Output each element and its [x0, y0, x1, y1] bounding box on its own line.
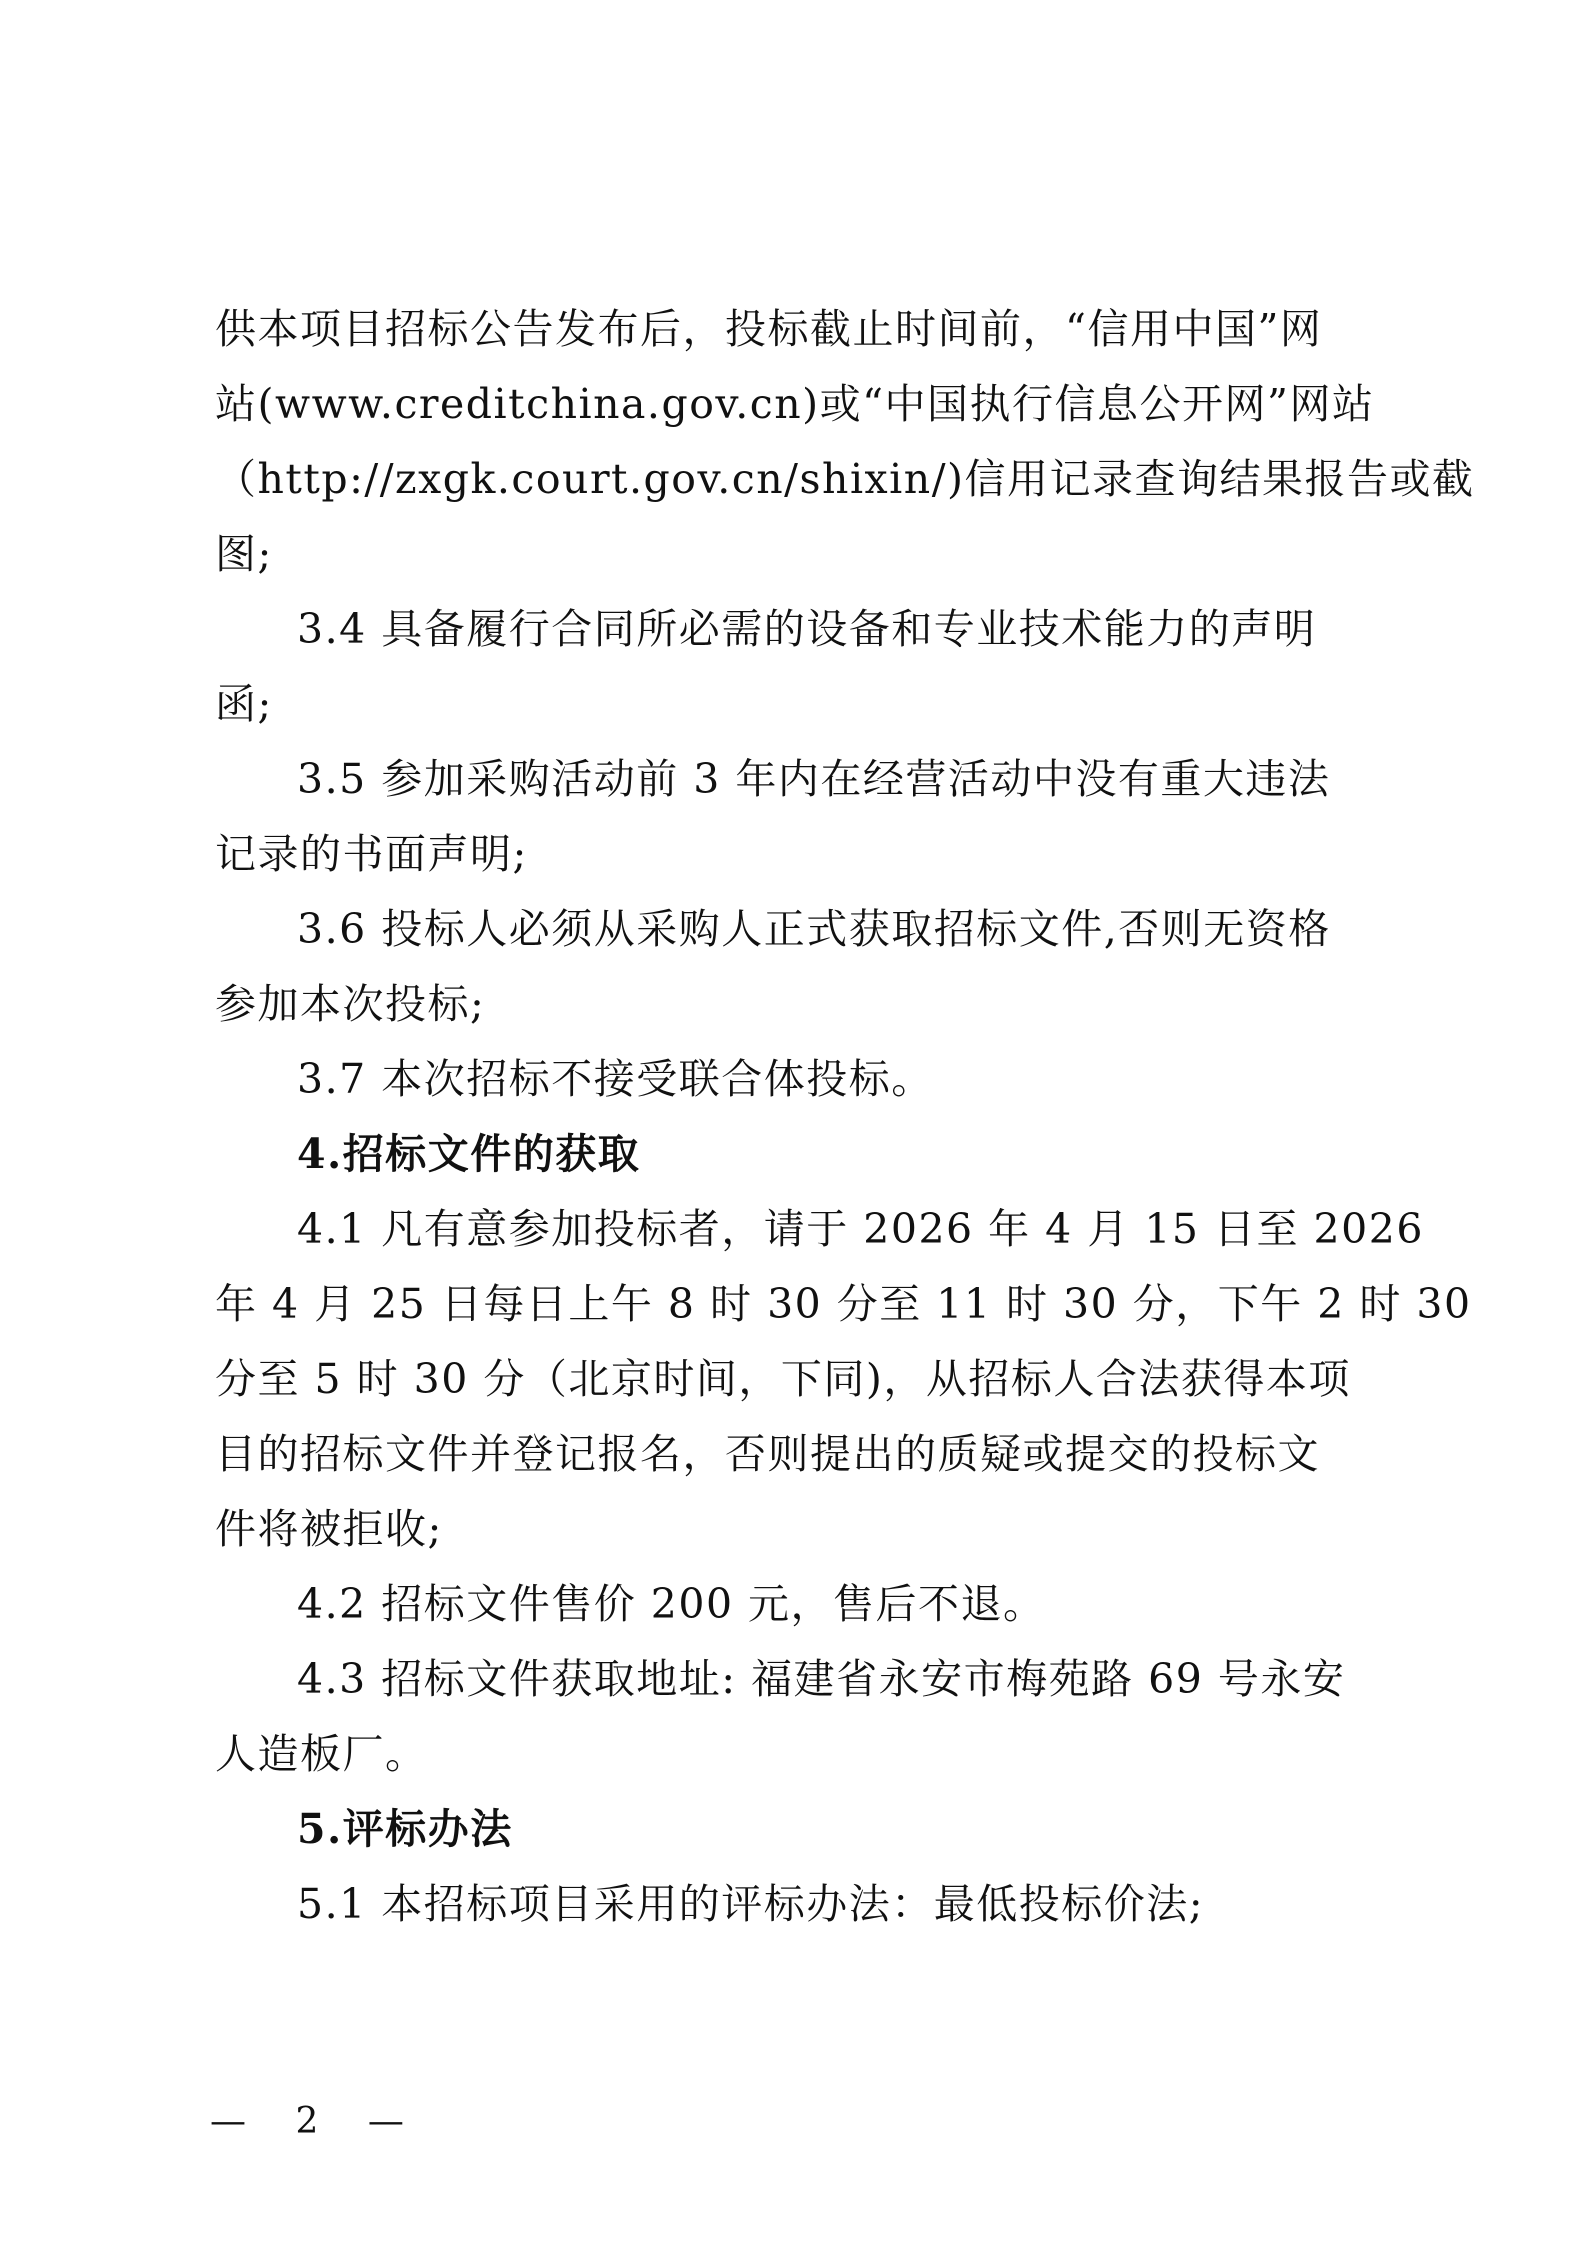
text-line: 3.6 投标人必须从采购人正式获取招标文件,否则无资格 — [297, 905, 1331, 953]
page-footer — [210, 2100, 406, 2144]
text-line: 目的招标文件并登记报名，否则提出的质疑或提交的投标文 — [215, 1430, 1320, 1478]
text-line: 记录的书面声明; — [215, 830, 528, 878]
text-line: 4.2 招标文件售价 200 元，售后不退。 — [297, 1580, 1046, 1628]
text-line: 3.5 参加采购活动前 3 年内在经营活动中没有重大违法 — [297, 755, 1331, 803]
text-line: 3.7 本次招标不接受联合体投标。 — [297, 1055, 934, 1103]
text-line: 站(www.creditchina.gov.cn)或“中国执行信息公开网”网站 — [215, 380, 1375, 428]
text-line: 供本项目招标公告发布后，投标截止时间前，“信用中国”网 — [215, 305, 1323, 353]
text-line: 3.4 具备履行合同所必需的设备和专业技术能力的声明 — [297, 605, 1317, 653]
text-line: 图; — [215, 530, 273, 578]
text-line: （http://zxgk.court.gov.cn/shixin/)信用记录查询结果报告或截 — [215, 455, 1475, 503]
text-line: 4.3 招标文件获取地址: 福建省永安市梅苑路 69 号永安 — [297, 1655, 1346, 1703]
section-heading: 4.招标文件的获取 — [297, 1130, 641, 1178]
text-line: 年 4 月 25 日每日上午 8 时 30 分至 11 时 30 分，下午 2 时 30 — [215, 1280, 1472, 1328]
text-line: 件将被拒收; — [215, 1505, 443, 1553]
text-line: 5.1 本招标项目采用的评标办法：最低投标价法; — [297, 1880, 1205, 1928]
page-number: 2 — [295, 2101, 321, 2142]
section-heading: 5.评标办法 — [297, 1805, 513, 1853]
text-line: 人造板厂。 — [215, 1730, 428, 1778]
footer-dash-left: — — [210, 2101, 248, 2142]
text-line: 函; — [215, 680, 273, 728]
footer-dash-right: — — [367, 2101, 406, 2142]
text-line: 参加本次投标; — [215, 980, 486, 1028]
text-line: 4.1 凡有意参加投标者，请于 2026 年 4 月 15 日至 2026 — [297, 1205, 1424, 1253]
text-line: 分至 5 时 30 分（北京时间，下同)，从招标人合法获得本项 — [215, 1355, 1351, 1403]
